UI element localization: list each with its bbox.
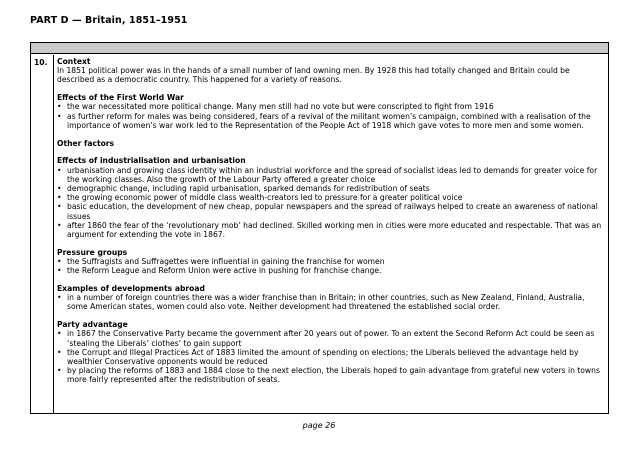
list-item: • the war necessitated more political change. Many men still had no vote but were conscripted to fight from 1916: [57, 102, 606, 111]
ww1-heading: Effects of the First World War: [57, 93, 184, 103]
other-factors-heading: Other factors: [57, 138, 115, 148]
context-heading: Context: [57, 57, 91, 66]
pressure-heading: Pressure groups: [57, 247, 128, 257]
number-column: [31, 55, 54, 413]
list-item: • in 1867 the Conservative Party became the government after 20 years out of power. To an extent the Second Reform Act could be seen as ‘stealing the Liberals’ clothes’ to gain support: [57, 329, 606, 347]
list-item: • after 1860 the fear of the ‘revolutionary mob’ had declined. Skilled working men in cities were more educated and respectable. That was an argument for extending the vote in 1867.: [57, 221, 606, 239]
row-content: [57, 57, 606, 385]
industrial-heading: Effects of industrialisation and urbanisation: [57, 156, 246, 166]
pressure-list: [57, 257, 606, 275]
list-item: • by placing the reforms of 1883 and 1884 close to the next election, the Liberals hoped to gain advantage from grateful new voters in towns more fairly represented after the redistribution of seats.: [57, 366, 606, 384]
list-item: • urbanisation and growing class identity within an industrial workforce and the spread of socialist ideas led to demands for greater voice for the working classes. Also the growth of the Labour Party offered a greater choice: [57, 166, 606, 184]
context-text: In 1851 political power was in the hands of a small number of land owning men. By 1928 this had totally changed and Britain could be described as a democratic country. This happened for a variety of reasons.: [57, 66, 570, 85]
list-item: • the Reform League and Reform Union were active in pushing for franchise change.: [57, 266, 606, 275]
list-item: • the Suffragists and Suffragettes were influential in gaining the franchise for women: [57, 257, 606, 266]
part-header: PART D — Britain, 1851–1951: [30, 15, 188, 26]
table-row: [31, 55, 608, 413]
list-item: • the Corrupt and Illegal Practices Act of 1883 limited the amount of spending on elections; the Liberals believed the advantage held by wealthier Conservative opponents would be reduced: [57, 348, 606, 366]
ww1-list: [57, 102, 606, 130]
list-item: • in a number of foreign countries there was a wider franchise than in Britain; in other countries, such as New Zealand, Finland, Australia, some American states, women could also vote. Neither development had threatened the established social order.: [57, 293, 606, 311]
list-item: • as further reform for males was being considered, fears of a revival of the militant women’s campaign, combined with a realisation of the importance of women’s war work led to the Representation of the People Act of 1918 which gave votes to more men and some women.: [57, 112, 606, 130]
list-item: • basic education, the development of new cheap, popular newspapers and the spread of railways helped to create an awareness of national issues: [57, 202, 606, 220]
content-table: [30, 42, 609, 414]
table-header-row: [31, 43, 608, 54]
page-number: page 26: [302, 421, 336, 430]
list-item: • the growing economic power of middle class wealth-creators led to pressure for a greater political voice: [57, 193, 606, 202]
party-list: [57, 329, 606, 384]
row-number: 10.: [34, 58, 48, 67]
industrial-list: [57, 166, 606, 240]
abroad-list: [57, 293, 606, 311]
party-heading: Party advantage: [57, 320, 128, 330]
abroad-heading: Examples of developments abroad: [57, 284, 205, 294]
list-item: • demographic change, including rapid urbanisation, sparked demands for redistribution of seats: [57, 184, 606, 193]
